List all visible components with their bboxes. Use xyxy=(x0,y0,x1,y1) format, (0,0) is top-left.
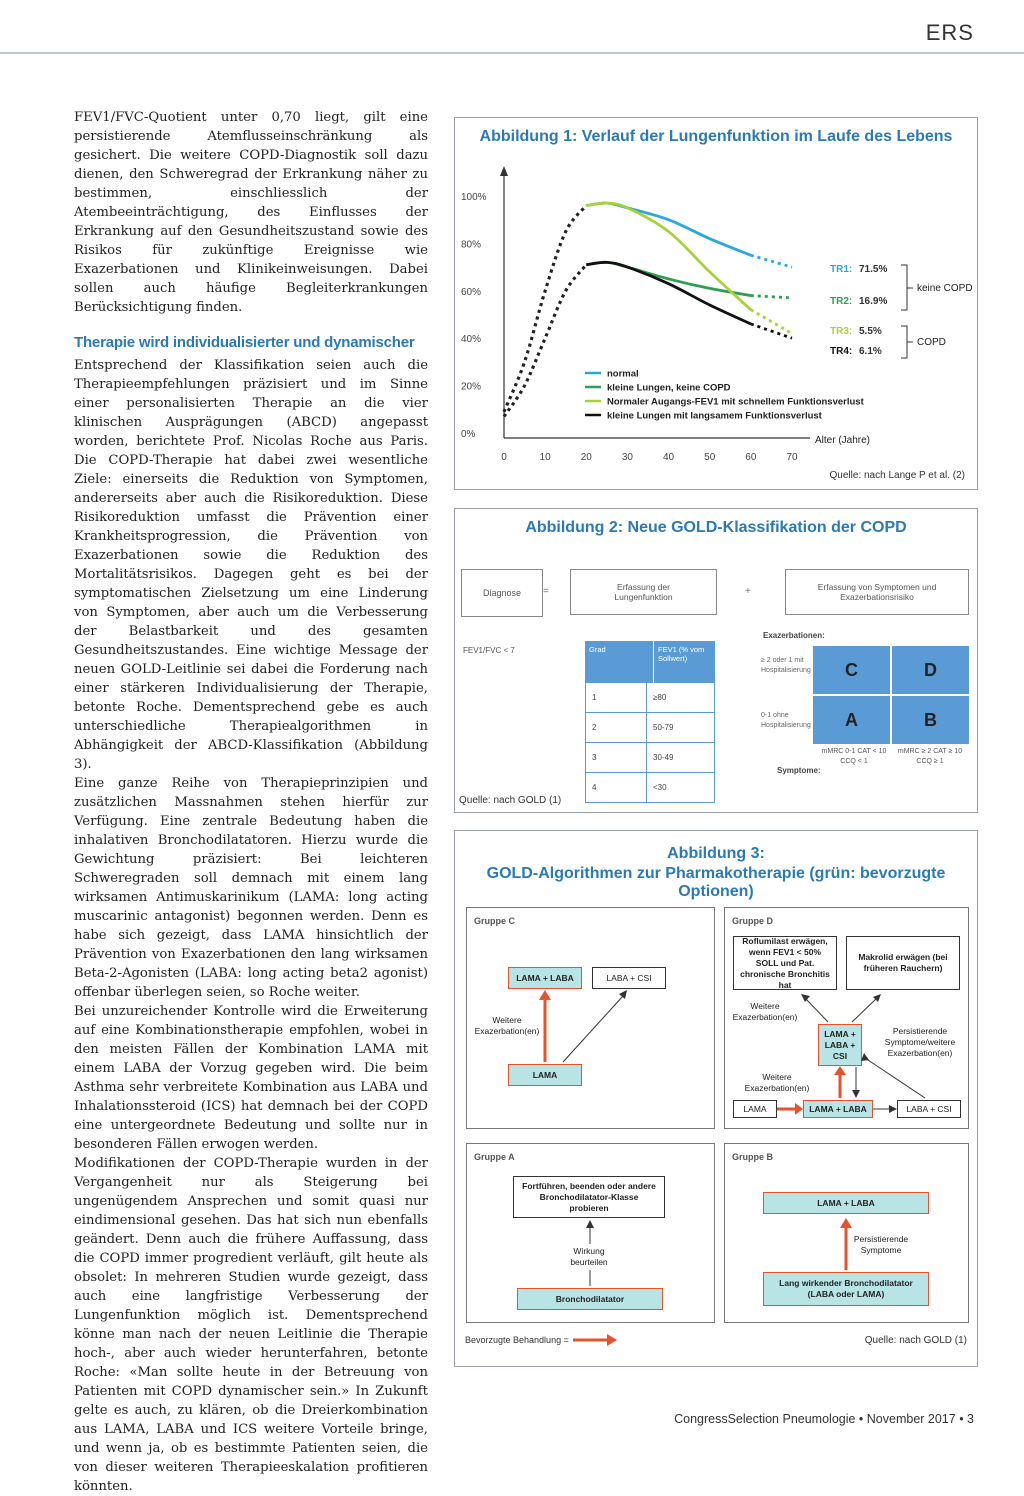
sym-low: mMRC 0-1 CAT < 10 CCQ < 1 xyxy=(821,748,887,765)
group-c-lama-laba: LAMA + LABA xyxy=(508,967,582,989)
legend-entry: kleine Lungen, keine COPD xyxy=(607,382,731,394)
group-d-panel xyxy=(724,907,969,1129)
cell-a: A xyxy=(813,696,890,744)
cell-b: B xyxy=(892,696,969,744)
x-tick-label: 70 xyxy=(786,452,798,463)
group-c-note: Weitere Exazerbation(en) xyxy=(474,1015,540,1036)
figure-1-source: Quelle: nach Lange P et al. (2) xyxy=(829,470,965,481)
table-head-grad: Grad xyxy=(589,645,606,654)
tr1-label: TR1: xyxy=(830,264,853,275)
series-line-1 xyxy=(504,205,586,411)
group-b-arrows xyxy=(725,1144,968,1322)
sym-high: mMRC ≥ 2 CAT ≥ 10 CCQ ≥ 1 xyxy=(897,748,963,765)
tr4-value: 6.1% xyxy=(859,346,882,357)
group-a-panel xyxy=(466,1143,715,1323)
header-rule xyxy=(0,52,1024,54)
group-a-arrows xyxy=(467,1144,714,1322)
x-tick-label: 50 xyxy=(704,452,716,463)
grade-row xyxy=(585,773,715,803)
lung-function-chart xyxy=(455,148,977,488)
y-tick-label: 40% xyxy=(461,334,482,346)
exac-label: Exazerbationen: xyxy=(763,631,825,640)
table-head-fev: FEV1 (% vom Sollwert) xyxy=(653,641,715,683)
legend-arrow xyxy=(571,1333,621,1347)
fev-cell: 30-49 xyxy=(646,743,715,772)
figure-3 xyxy=(454,830,978,1367)
y-tick-label: 0% xyxy=(461,429,476,440)
page-footer: CongressSelection Pneumologie • November 2017 • 3 xyxy=(674,1412,974,1426)
figure-2 xyxy=(454,508,978,813)
legend-entry: Normaler Augangs-FEV1 mit schnellem Funktionsverlust xyxy=(607,396,864,408)
tr3-label: TR3: xyxy=(830,326,853,337)
grade-table xyxy=(585,641,715,803)
exac-high: ≥ 2 oder 1 mit Hospitalisierung xyxy=(761,657,811,674)
group-b-note: Persistierende Symptome xyxy=(853,1234,909,1255)
lung-function-box xyxy=(570,569,717,615)
fev-cell: <30 xyxy=(646,773,715,802)
series-line-4 xyxy=(586,262,751,324)
paragraph-3: Eine ganze Reihe von Therapieprinzipien und zusätzlichen Massnahmen stehen hierfür zur Verfügung. Eine zentrale Bedeutung haben die inhalativen Bronchodilatatoren. Hierzu wurde die Gewichtung präzisiert: Bei leichteren Schweregraden soll demnach mit einem lang wirksamen Antimuskarinikum (LAMA: long acting muscarinic antagonist) begonnen werden. Denn es habe sich gezeigt, dass LAMA hinsichtlich der Prävention von Exazerbationen den lang wirksamen Beta-2-Agonisten (LABA: long acting beta2 agonist) offenbar überlegen seien, so Roche weiter. xyxy=(74,776,428,1000)
grade-cell: 2 xyxy=(592,723,597,732)
series-line-2 xyxy=(751,296,792,298)
group-d-triple: LAMA + LABA + CSI xyxy=(818,1024,862,1066)
x-tick-label: 10 xyxy=(539,452,551,463)
group-d-lama-laba: LAMA + LABA xyxy=(803,1100,873,1118)
group-b-panel xyxy=(724,1143,969,1323)
group-b-lama-laba: LAMA + LABA xyxy=(763,1192,929,1214)
paragraph-5: Modifikationen der COPD-Therapie wurden in der Vergangenheit nur als Steigerung bei ungenügendem Ansprechen und somit quasi nur eindimensional gesehen. Das hat sich nun ebenfalls geändert. Denn auch die frühere Auffassung, dass die COPD immer progredient verläuft, gilt heute als obsolet: In mehreren Studien wurde gezeigt, dass auch eine langfristige Verbesserung der Lungenfunktion möglich ist. Dementsprechend könne man nach der neuen Leitlinie die Therapie hoch-, aber auch wieder herunterfahren, betonte Roche: «Man sollte heute in der Betreuung von Patienten mit COPD dynamischer sein.» In Zukunft gelte es auch, zu klären, ob die Dreierkombination aus LAMA, LABA und ICS weitere Vorteile bringe, und wenn ja, ob es bestimmte Patienten seien, die von dieser weiteren Therapieeskalation profitieren könnten. xyxy=(74,1156,428,1494)
figure-2-title: Abbildung 2: Neue GOLD-Klassifikation der COPD xyxy=(525,519,907,536)
group-a-label: Gruppe A xyxy=(474,1152,515,1162)
x-tick-label: 20 xyxy=(580,452,592,463)
group-c-arrows xyxy=(467,908,714,1128)
tr3-value: 5.5% xyxy=(859,326,882,337)
group-c-panel xyxy=(466,907,715,1129)
lung-function-label: Erfassung der Lungenfunktion xyxy=(614,582,673,602)
series-line-2 xyxy=(586,262,751,295)
group-c-lama: LAMA xyxy=(508,1064,582,1086)
cell-d: D xyxy=(892,646,969,694)
bracket-copd: COPD xyxy=(917,337,946,348)
group-d-persist: Persistierende Symptome/weitere Exazerbation(en) xyxy=(884,1026,956,1058)
y-tick-label: 100% xyxy=(461,192,487,203)
series-line-4 xyxy=(504,265,586,417)
group-b-label: Gruppe B xyxy=(732,1152,774,1162)
tr2-label: TR2: xyxy=(830,296,853,307)
fev-cell: 50-79 xyxy=(646,713,715,742)
y-tick-label: 60% xyxy=(461,286,482,298)
group-d-roflumilast: Roflumilast erwägen, wenn FEV1 < 50% SOLL und Pat. chronische Bronchitis hat xyxy=(733,936,837,990)
x-tick-label: 60 xyxy=(745,452,757,463)
plus-sign: + xyxy=(745,586,751,597)
legend-label: Bevorzugte Behandlung = xyxy=(465,1335,569,1345)
series-line-4 xyxy=(751,324,792,338)
paragraph-1: FEV1/FVC-Quotient unter 0,70 liegt, gilt eine persistierende Atemflusseinschränkung als gesichert. Die weitere COPD-Diagnostik soll dazu dienen, den Schweregrad der Erkrankung näher zu bestimmen, einschliesslich der Atembeeinträchtigung, des Einflusses der Erkrankung auf den Gesundheitszustand sowie des Risikos für zukünftige Ereignisse wie Exazerbationen und Klinikeinweisungen. Dabei sollen auch häufige Begleiterkrankungen Berücksichtigung finden. xyxy=(74,110,428,315)
group-d-label: Gruppe D xyxy=(732,916,774,926)
cell-c: C xyxy=(813,646,890,694)
symptome-label: Symptome: xyxy=(777,766,821,775)
symptom-label: Erfassung von Symptomen und Exazerbationsrisiko xyxy=(817,582,937,602)
figure-3-source: Quelle: nach GOLD (1) xyxy=(864,1335,967,1346)
tr1-value: 71.5% xyxy=(859,264,888,275)
group-c-laba-csi: LABA + CSI xyxy=(592,967,666,989)
grade-cell: 1 xyxy=(592,693,597,702)
figure-3-title-1: Abbildung 3: xyxy=(667,845,765,862)
article-column xyxy=(74,108,428,1496)
grade-cell: 3 xyxy=(592,753,597,762)
group-d-makrolid: Makrolid erwägen (bei früheren Rauchern) xyxy=(846,936,960,990)
grade-row xyxy=(585,743,715,773)
fev-cell: ≥80 xyxy=(646,683,715,712)
exac-low: 0-1 ohne Hospitalisierung xyxy=(761,712,811,729)
fev-label: FEV1/FVC < 7 xyxy=(463,646,515,655)
group-d-laba-csi: LABA + CSI xyxy=(897,1100,961,1118)
grade-row xyxy=(585,713,715,743)
group-a-bronchodilatator: Bronchodilatator xyxy=(517,1288,663,1310)
x-tick-label: 40 xyxy=(663,452,675,463)
abcd-grid xyxy=(813,646,969,744)
grade-row xyxy=(585,683,715,713)
figure-3-title-2: GOLD-Algorithmen zur Pharmakotherapie (grün: bevorzugte Optionen) xyxy=(486,865,946,900)
section-heading: Therapie wird individualisierter und dynamischer xyxy=(74,334,415,351)
legend-entry: kleine Lungen mit langsamem Funktionsverlust xyxy=(607,410,822,422)
legend-entry: normal xyxy=(607,368,639,380)
group-d-note-1: Weitere Exazerbation(en) xyxy=(732,1001,798,1022)
symptom-box xyxy=(785,569,969,615)
group-d-note-2: Weitere Exazerbation(en) xyxy=(744,1072,810,1093)
x-axis-label: Alter (Jahre) xyxy=(815,435,871,446)
journal-tag: ERS xyxy=(925,20,974,45)
figure-2-source: Quelle: nach GOLD (1) xyxy=(459,795,562,806)
group-d-lama: LAMA xyxy=(733,1100,777,1118)
y-tick-label: 20% xyxy=(461,381,482,393)
paragraph-4: Bei unzureichender Kontrolle wird die Erweiterung auf eine Kombinationstherapie empfohlen, wobei in den meisten Fällen der Kombination LAMA mit einem LABA der Vorzug gegeben wird. Die beim Asthma sehr verbreitete Kombination aus LABA und Inhalationssteroid (ICS) hat demnach bei der COPD eine untergeordnete Bedeutung und sollte nur in besonderen Fällen erwogen werden. xyxy=(74,1004,428,1152)
group-c-label: Gruppe C xyxy=(474,916,516,926)
paragraph-2: Entsprechend der Klassifikation seien auch die Therapieempfehlungen präzisiert und im Sinne einer personalisierten Therapie an die vier klinischen Ausprägungen (ABCD) angepasst worden, berichtete Prof. Nicolas Roche aus Paris. Die COPD-Therapie hat dabei zwei wesentliche Ziele: einerseits die Reduktion von Symptomen, andererseits aber auch die Risikoreduktion. Diese Risikoreduktion umfasst die Prävention einer Krankheitsprogression, die Prävention von Exazerbationen sowie die Reduktion des Mortalitätsrisikos. Dagegen geht es bei der symptomatischen Zielsetzung um eine Linderung von Symptomen, aber auch um die Verbesserung der Belastbarkeit und des gesamten Gesundheitszustandes. Eine wichtige Message der neuen GOLD-Leitlinie sei dabei die Forderung nach einer stärkeren Individualisierung der Therapie, betonte Roche. Dementsprechend gebe es auch unterschiedliche Therapiealgorithmen in Abhängigkeit der ABCD-Klassifikation (Abbildung 3). xyxy=(74,358,428,772)
tr2-value: 16.9% xyxy=(859,296,888,307)
series-line-1 xyxy=(751,255,792,267)
group-a-note: Wirkung beurteilen xyxy=(570,1246,608,1267)
x-tick-label: 0 xyxy=(501,452,507,463)
bracket-keine-copd: keine COPD xyxy=(917,283,973,294)
group-d-arrows xyxy=(725,908,968,1128)
equals-sign: = xyxy=(543,586,549,597)
figure-1-title: Abbildung 1: Verlauf der Lungenfunktion im Laufe des Lebens xyxy=(479,128,953,145)
series-line-3 xyxy=(504,205,586,411)
group-a-top: Fortführen, beenden oder andere Bronchodilatator-Klasse probieren xyxy=(513,1176,665,1218)
figure-1 xyxy=(454,117,978,490)
tr4-label: TR4: xyxy=(830,346,853,357)
diagnose-label: Diagnose xyxy=(482,588,522,598)
grade-cell: 4 xyxy=(592,783,597,792)
y-tick-label: 80% xyxy=(461,239,482,251)
x-tick-label: 30 xyxy=(621,452,633,463)
diagnose-box xyxy=(461,569,543,617)
series-line-1 xyxy=(586,203,751,255)
group-b-bottom: Lang wirkender Bronchodilatator (LABA oder LAMA) xyxy=(763,1272,929,1306)
